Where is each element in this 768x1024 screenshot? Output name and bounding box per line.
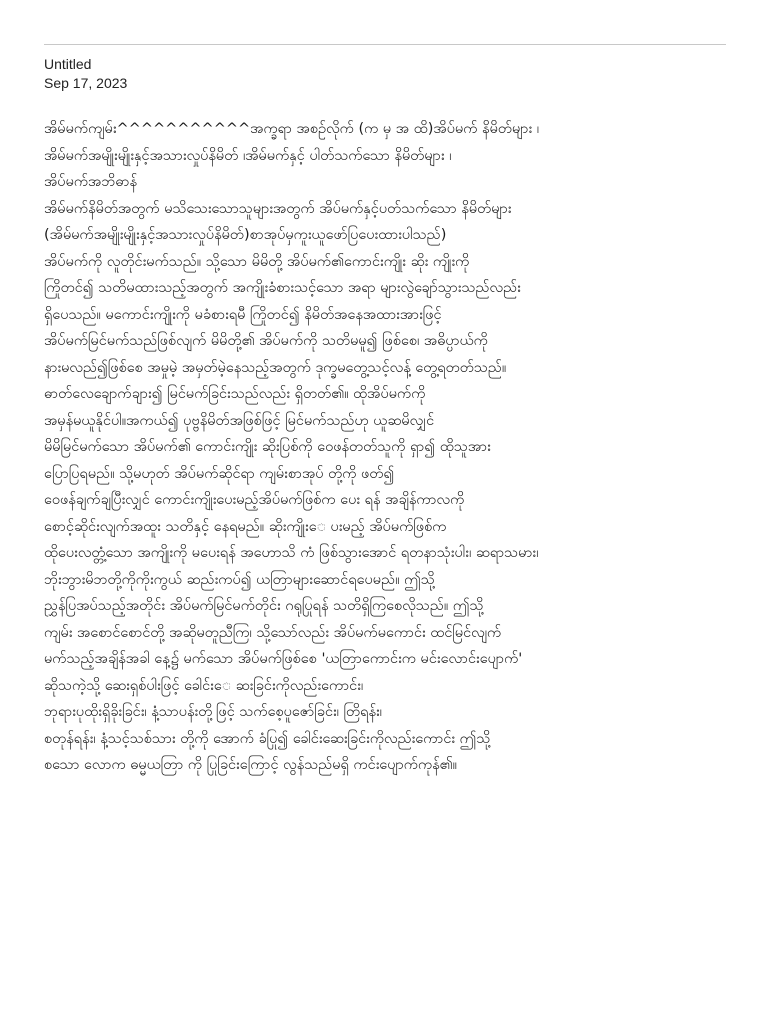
body-line: အမှန်မယူနိုင်ပါ။အကယ်၍ ပုဗ္ဗနိမိတ်အဖြစ်ဖြင့် မြင်မက်သည်ဟု ယူဆမိလျှင် xyxy=(44,412,435,429)
body-line: မက်သည့်အချိန်အခါ နေ့၌ မက်သော အိပ်မက်ဖြစ်စေ 'ယတြာကောင်းက မင်းလောင်းပျောက်' xyxy=(44,651,523,667)
body-line: အိပ်မက်ကို လူတိုင်းမက်သည်။ သို့သော မိမိတို့ အိပ်မက်၏ကောင်းကျိုး ဆိုး ကျိုးကို xyxy=(44,253,470,270)
document-header xyxy=(44,55,127,93)
body-line: အိမ်မက်အမျိုးမျိုးနှင့်အသားလှုပ်နိမိတ် ၊အိမ်မက်နှင့် ပါတ်သက်သော နိမိတ်များ ၊ xyxy=(44,147,452,164)
body-line: ထိုပေးလတ္တံ့သော အကျိုးကို မပေးရန် အဟောသိ ကံ ဖြစ်သွားအောင် ရတနာသုံးပါး၊ ဆရာသမား၊ xyxy=(44,545,539,561)
document-date: Sep 17, 2023 xyxy=(44,75,128,91)
document-title: Untitled xyxy=(44,56,92,72)
body-line: ကြိုတင်၍ သတိမထားသည့်အတွက် အကျိုးခံစားသင့်သော အရာ များလွဲချော်သွားသည်လည်း xyxy=(44,280,521,296)
body-line: ဆိုသကဲ့သို့ ဆေးရှစ်ပါးဖြင့် ခေါင်းေ ဆးခြင်းကိုလည်းကောင်း၊ xyxy=(44,677,364,694)
body-line: ပြောပြရမည်။ သို့မဟုတ် အိပ်မက်ဆိုင်ရာ ကျမ်းစာအုပ် တို့ကို ဖတ်၍ xyxy=(44,465,395,482)
body-line: ဝေဖန်ချက်ချပြီးလျှင် ကောင်းကျိုးပေးမည့်အိပ်မက်ဖြစ်က ပေး ရန် အချိန်ကာလကို xyxy=(44,492,465,508)
body-line: စတုန်ရန်း၊ နံ့သင့်သစ်သား တို့ကို အောက် ခံပြု၍ ခေါင်းဆေးခြင်းကိုလည်းကောင်း ဤသို့ xyxy=(44,730,491,747)
body-line: (အိမ်မက်အမျိုးမျိုးနှင့်အသားလှုပ်နိမိတ်)စာအုပ်မှကူးယူဖော်ပြပေးထားပါသည်) xyxy=(44,227,447,243)
body-line: ဓာတ်လေချောက်ချား၍ မြင်မက်ခြင်းသည်လည်း ရှိတတ်၏။ ထိုအိပ်မက်ကို xyxy=(44,386,426,402)
body-line: အိပ်မက်အဘိဓာန် xyxy=(44,174,137,190)
body-line: ရှိပေသည်။ မကောင်းကျိုးကို မခံစားရမီ ကြိုတင်၍ နိမိတ်အနေအထားအားဖြင့် xyxy=(44,306,442,323)
body-line: ဘုရားပုထိုးရှိခိုးခြင်း၊ နံ့သာပန်းတို့ဖြင့် သက်စေ့ပူဇော်ခြင်း၊ တြိရန်း၊ xyxy=(44,704,382,720)
body-line: ဘိုးဘွားမိဘတို့ကိုကိုးကွယ် ဆည်းကပ်၍ ယတြာများဆောင်ရပေမည်။ ဤသို့ xyxy=(44,571,435,588)
document-body xyxy=(44,116,734,779)
body-line: အိမ်မက်ကျမ်း^^^^^^^^^^^အက္ခရာ အစဉ်လိုက် (က မှ အ ထိ)အိပ်မက် နိမိတ်များ ၊ xyxy=(44,121,540,137)
body-line: အိပ်မက်မြင်မက်သည်ဖြစ်လျက် မိမိတို့၏ အိပ်မက်ကို သတိမမူ၍ ဖြစ်စေ၊ အဓိပ္ပာယ်ကို xyxy=(44,333,488,349)
header-divider xyxy=(44,44,726,45)
body-line: မိမိမြင်မက်သော အိပ်မက်၏ ကောင်းကျိုး ဆိုးပြစ်ကို ဝေဖန်တတ်သူကို ရှာ၍ ထိုသူအား xyxy=(44,439,491,455)
body-line: ကျမ်း အစောင်စောင်တို့ အဆိုမတူညီကြ၊ သို့သော်လည်း အိပ်မက်မကောင်း ထင်မြင်လျက် xyxy=(44,624,502,641)
body-line: ညွှန်ပြအပ်သည့်အတိုင်း အိပ်မက်မြင်မက်တိုင်း ဂရုပြုရန် သတိရှိကြစေလိုသည်။ ဤသို့ xyxy=(44,598,484,614)
body-line: အိမ်မက်နိမိတ်အတွက် မသိသေးသောသူများအတွက် အိပ်မက်နှင့်ပတ်သက်သော နိမိတ်များ xyxy=(44,200,512,217)
body-line: စောင့်ဆိုင်းလျက်အထူး သတိနှင့် နေရမည်။ ဆိုးကျိုးေ ပးမည့် အိပ်မက်ဖြစ်က xyxy=(44,518,447,535)
body-line: စသော လောက ဓမ္မယတြာ ကို ပြုခြင်းကြောင့် လွန်သည်မရှိ ကင်းပျောက်ကုန်၏။ xyxy=(44,757,457,773)
body-line: နားမလည်၍ဖြစ်စေ အမှုမဲ့ အမှတ်မဲ့နေသည့်အတွက် ဒုက္ခမတွေ့သင့်လန့် တွေ့ရတတ်သည်။ xyxy=(44,359,507,376)
